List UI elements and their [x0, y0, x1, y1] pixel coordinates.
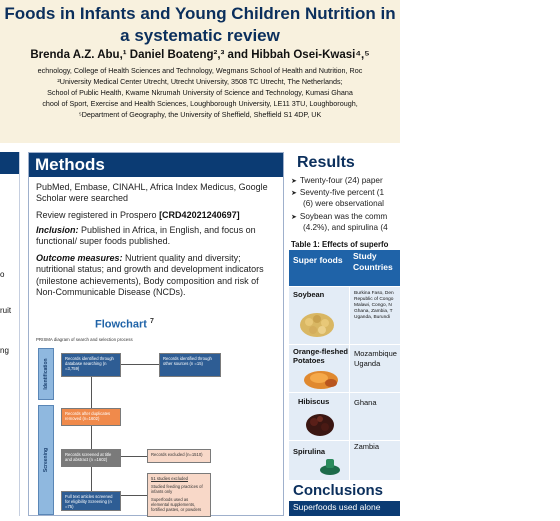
conclusions-body: [289, 501, 400, 516]
left-column-partial: [0, 152, 20, 521]
methods-header-bar: [29, 153, 283, 177]
food-name: Spirulina: [293, 447, 326, 456]
methods-section: [28, 152, 284, 516]
countries-cell: [349, 441, 400, 480]
countries-cell: [349, 345, 400, 392]
results-header: [291, 152, 400, 176]
spirulina-image: [317, 455, 343, 477]
countries-text: Mozambique Uganda: [354, 349, 397, 368]
conclusions-section: [289, 481, 400, 516]
flow-box-fulltext: Full text articles screened for eligibility Screening (n =75): [61, 491, 121, 511]
table-header: [289, 250, 400, 286]
orange-potato-image: [301, 366, 341, 391]
flow-box-other-sources: Records identified through other sources (n =15): [159, 353, 221, 377]
methods-outcomes: [36, 253, 280, 298]
left-text-fragment: ng: [0, 346, 9, 355]
countries-text: Ghana: [354, 398, 377, 407]
prisma-caption: PRISMA diagram of search and selection process: [36, 337, 133, 342]
food-cell: [289, 393, 349, 440]
inclusion-text: Published in Africa, in English, and focus on functional/ super foods published.: [36, 225, 256, 247]
header-study: Study: [353, 251, 377, 261]
flow-box-studies-excluded: [147, 473, 211, 517]
poster-title-line2: a systematic review: [120, 26, 280, 45]
soybean-image: [297, 303, 337, 341]
flow-box-excluded: Records excluded (n=1510): [147, 449, 211, 463]
flowchart-title: [95, 318, 154, 331]
left-section-header-bar: [0, 152, 19, 174]
food-cell: [289, 287, 349, 344]
food-name: Soybean: [293, 290, 325, 299]
affiliation-5: ⁵Department of Geography, the University of Sheffield, Sheffield S1 4DP, UK: [78, 110, 322, 119]
left-text-fragment: ruit: [0, 306, 12, 315]
methods-registration: [36, 210, 280, 221]
table-caption: Table 1: Effects of superfo: [291, 240, 389, 249]
flow-arrow: [121, 364, 159, 365]
prospero-id: [CRD42021240697]: [159, 210, 240, 220]
results-bullet-continuation: (6) were observational: [303, 199, 385, 208]
table-row: [289, 440, 400, 480]
food-name: Orange-fleshed Potatoes: [293, 347, 349, 365]
affiliation-3: School of Public Health, Kwame Nkrumah University of Science and Technology, Kumasi Ghana: [47, 88, 353, 97]
table-row: [289, 392, 400, 440]
flow-arrow: [91, 467, 92, 491]
affiliation-4: chool of Sport, Exercise and Health Sciences, Loughborough University, LE11 3TU, Loughborough,: [42, 99, 358, 108]
results-bullet: ➤ Twenty-four (24) paper: [291, 175, 421, 187]
flow-box-database-records: Records identified through database searching (n =3,759): [61, 353, 121, 377]
countries-text: Zambia: [354, 442, 380, 451]
results-bullet: ➤ Seventy-five percent (1: [291, 187, 421, 199]
table-row: [289, 286, 400, 344]
phase-identification: [38, 348, 54, 400]
studies-excluded-reason-2: Superfoods used as elemental supplements, fortified pastes, or powders: [151, 497, 202, 512]
phase-label: Identification: [43, 358, 49, 390]
conclusions-heading: Conclusions: [293, 482, 384, 499]
countries-text: Burkina Faso, Den Republic of Congo Malawi, Congo, N Ghana, Zambia, T Uganda, Burundi: [354, 291, 394, 320]
countries-cell: [349, 393, 400, 440]
author-list: Brenda A.Z. Abu,¹ Daniel Boateng²,³ and Hibbah Osei-Kwasi⁴,⁵: [30, 49, 370, 61]
flowchart-title-text: Flowchart: [95, 318, 147, 331]
food-name: Hibiscus: [298, 397, 330, 406]
poster-header: [0, 0, 400, 143]
food-cell: [289, 345, 349, 392]
flow-arrow: [121, 495, 147, 496]
left-text-fragment: o: [0, 270, 5, 279]
header-countries: Countries: [353, 262, 393, 272]
flow-box-screened: Records screened at title and abstract (n =1602): [61, 449, 121, 467]
table-row: [289, 344, 400, 392]
results-bullet: ➤ Soybean was the comm: [291, 211, 421, 223]
phase-screening: [38, 405, 54, 515]
conclusions-text: Superfoods used alone: [293, 502, 381, 512]
inclusion-label: Inclusion:: [36, 225, 79, 235]
results-bullet-continuation: (4.2%), and spirulina (4: [303, 223, 388, 232]
outcome-label: Outcome measures:: [36, 253, 123, 263]
food-cell: [289, 441, 349, 480]
hibiscus-image: [303, 409, 337, 439]
affiliation-2: ²University Medical Center Utrecht, Utrecht University, 3508 TC Utrecht, The Netherlands;: [57, 77, 343, 86]
methods-databases-text: PubMed, Embase, CINAHL, Africa Index Medicus, Google Scholar were searched: [36, 182, 268, 204]
poster-title-line1: Foods in Infants and Young Children Nutrition in: [4, 4, 396, 23]
flow-arrow: [91, 426, 92, 449]
methods-heading: Methods: [35, 155, 105, 174]
studies-excluded-title: 51 studies excluded: [151, 476, 189, 481]
studies-excluded-reason-1: Studied feeding practices of infants only: [151, 484, 203, 494]
outcome-text: Nutrient quality and diversity; nutritional status; and growth and development indicators (milestone achievements), Body composition and risk of Non-Communicable Disease (NCDs).: [36, 253, 264, 297]
phase-label: Screening: [43, 447, 49, 473]
flow-box-after-duplicates: Records after duplicates removed (n=1602): [61, 408, 121, 426]
flow-arrow: [121, 456, 147, 457]
left-text-fragment: e: [0, 512, 5, 521]
flow-arrow: [91, 377, 92, 408]
header-study-countries: [353, 251, 393, 273]
affiliation-1: echnology, College of Health Sciences and Technology, Wegmans School of Health and Nutrition, Roc: [37, 66, 363, 75]
header-super-foods: Super foods: [293, 255, 343, 265]
methods-inclusion: [36, 225, 280, 248]
results-heading: Results: [297, 154, 355, 171]
registration-prefix: Review registered in Prospero: [36, 210, 160, 220]
countries-cell: [349, 287, 400, 344]
flowchart-reference: 7: [150, 318, 154, 325]
